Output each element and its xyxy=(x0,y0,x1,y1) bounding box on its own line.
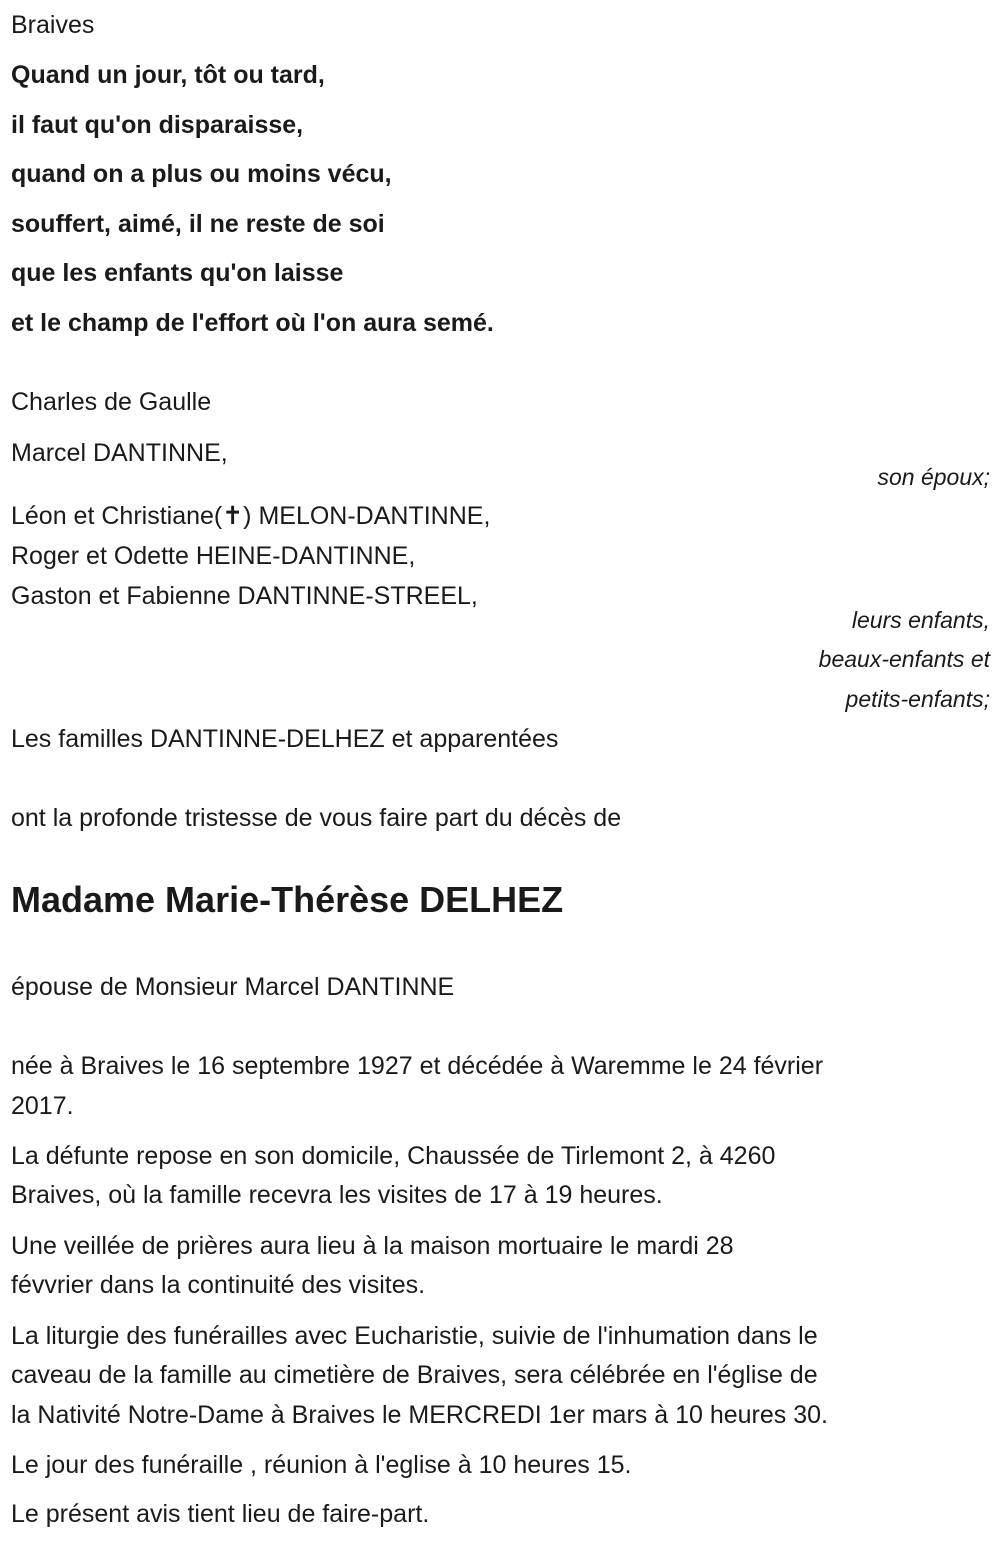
children-role: leurs enfants, xyxy=(851,607,990,633)
poem-line: souffert, aimé, il ne reste de soi xyxy=(11,210,385,238)
spouse-of: épouse de Monsieur Marcel DANTINNE xyxy=(11,973,455,1001)
paragraph-line: Une veillée de prières aura lieu à la maison mortuaire le mardi 28 xyxy=(11,1232,734,1260)
paragraph-line: La défunte repose en son domicile, Chaussée de Tirlemont 2, à 4260 xyxy=(11,1142,776,1170)
child-line: Gaston et Fabienne DANTINNE-STREEL, xyxy=(11,582,478,610)
place: Braives xyxy=(11,11,95,39)
spouse-name: Marcel DANTINNE, xyxy=(11,439,228,467)
paragraph-line: Le jour des funéraille , réunion à l'eglise à 10 heures 15. xyxy=(11,1451,632,1479)
paragraph-line: Le présent avis tient lieu de faire-part. xyxy=(11,1500,430,1528)
poem-line: Quand un jour, tôt ou tard, xyxy=(11,61,325,89)
paragraph-line: La liturgie des funérailles avec Eucharistie, suivie de l'inhumation dans le xyxy=(11,1322,818,1350)
children-role: beaux-enfants et xyxy=(818,646,990,672)
child-line: Roger et Odette HEINE-DANTINNE, xyxy=(11,542,416,570)
deceased-name: Madame Marie-Thérèse DELHEZ xyxy=(11,879,564,920)
paragraph-line: Braives, où la famille recevra les visites de 17 à 19 heures. xyxy=(11,1181,663,1209)
paragraph-line: la Nativité Notre-Dame à Braives le MERCREDI 1er mars à 10 heures 30. xyxy=(11,1401,828,1429)
paragraph-line: née à Braives le 16 septembre 1927 et décédée à Waremme le 24 février xyxy=(11,1052,824,1080)
children-role: petits-enfants; xyxy=(845,686,990,712)
families: Les familles DANTINNE-DELHEZ et apparentées xyxy=(11,725,559,753)
poem-author: Charles de Gaulle xyxy=(11,388,212,416)
paragraph-line: 2017. xyxy=(11,1092,74,1120)
poem-line: quand on a plus ou moins vécu, xyxy=(11,160,392,188)
spouse-role: son époux; xyxy=(877,464,990,490)
child-line: Léon et Christiane(✝) MELON-DANTINNE, xyxy=(11,502,491,530)
paragraph-line: caveau de la famille au cimetière de Braives, sera célébrée en l'église de xyxy=(11,1361,818,1389)
announcement: ont la profonde tristesse de vous faire part du décès de xyxy=(11,804,622,832)
paragraph-line: févvrier dans la continuité des visites. xyxy=(11,1271,426,1299)
poem-line: que les enfants qu'on laisse xyxy=(11,259,344,287)
poem-line: il faut qu'on disparaisse, xyxy=(11,111,304,139)
poem-line: et le champ de l'effort où l'on aura semé. xyxy=(11,309,494,337)
